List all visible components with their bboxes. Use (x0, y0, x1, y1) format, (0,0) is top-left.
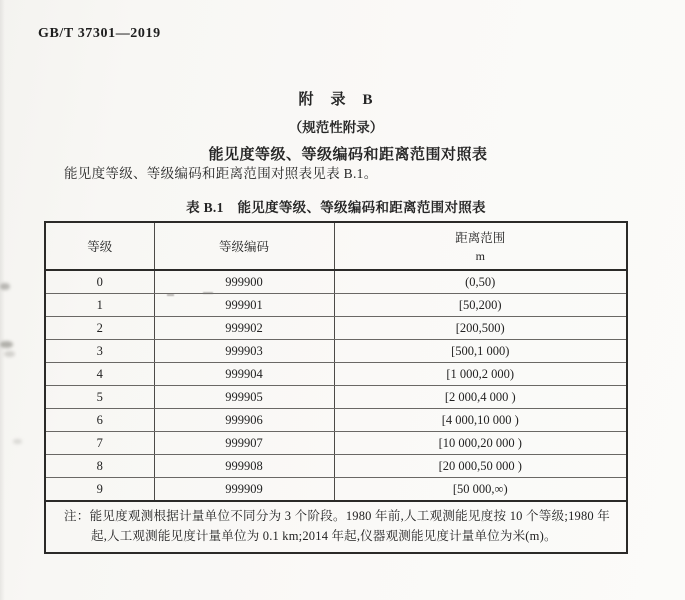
table-body (45, 270, 627, 501)
doc-number: GB/T 37301—2019 (38, 26, 161, 41)
cell-range: [500,1 000) (334, 340, 627, 363)
table-row (45, 363, 627, 386)
cell-code: 999906 (154, 409, 334, 432)
cell-level: 1 (45, 294, 154, 317)
cell-range: [50,200) (334, 294, 627, 317)
cell-code: 999907 (154, 432, 334, 455)
table-row (45, 478, 627, 502)
cell-range: [50 000,∞) (334, 478, 627, 502)
scan-smudge (13, 439, 22, 444)
cell-level: 0 (45, 270, 154, 294)
cell-code: 999909 (154, 478, 334, 502)
cell-range: [200,500) (334, 317, 627, 340)
table-caption: 表 B.1 能见度等级、等级编码和距离范围对照表 (186, 200, 486, 215)
table-note: 注：能见度观测根据计量单位不同分为 3 个阶段。1980 年前,人工观测能见度按 10 个等级;1980 年起,人工观测能见度计量单位为 0.1 km;2014 年起,仪器观测能见度计量单位为米(m)。 (64, 509, 610, 543)
table-row (45, 270, 627, 294)
cell-range: (0,50) (334, 270, 627, 294)
cell-range: [20 000,50 000 ) (334, 455, 627, 478)
cell-level: 9 (45, 478, 154, 502)
header-range-unit: m (475, 249, 485, 263)
appendix-subtitle: （规范性附录） (288, 120, 384, 135)
note-cell (45, 501, 627, 553)
visibility-level-table (44, 221, 628, 554)
cell-code: 999908 (154, 455, 334, 478)
table-row (45, 455, 627, 478)
header-range (334, 222, 627, 270)
cell-range: [1 000,2 000) (334, 363, 627, 386)
cell-range: [2 000,4 000 ) (334, 386, 627, 409)
cell-code: 999902 (154, 317, 334, 340)
table-row (45, 317, 627, 340)
header-range-label: 距离范围 (455, 231, 506, 245)
cell-level: 8 (45, 455, 154, 478)
table-row (45, 386, 627, 409)
appendix-title: 附 录 B (298, 92, 374, 108)
cell-code: 999903 (154, 340, 334, 363)
cell-level: 4 (45, 363, 154, 386)
cell-range: [10 000,20 000 ) (334, 432, 627, 455)
appendix-heading: 能见度等级、等级编码和距离范围对照表 (208, 147, 488, 163)
cell-range: [4 000,10 000 ) (334, 409, 627, 432)
table-header (45, 222, 627, 270)
table-row (45, 409, 627, 432)
cell-code: 999901 (154, 294, 334, 317)
header-code: 等级编码 (154, 222, 334, 270)
cell-code: 999905 (154, 386, 334, 409)
cell-level: 6 (45, 409, 154, 432)
cell-level: 2 (45, 317, 154, 340)
note-row (45, 501, 627, 553)
scan-smudge (4, 351, 15, 357)
cell-level: 3 (45, 340, 154, 363)
appendix-title-block (45, 88, 627, 164)
table-row (45, 432, 627, 455)
cell-code: 999904 (154, 363, 334, 386)
scan-edge-shade (0, 0, 5, 600)
header-level: 等级 (45, 222, 154, 270)
cell-code: 999900 (154, 270, 334, 294)
intro-paragraph: 能见度等级、等级编码和距离范围对照表见表 B.1。 (64, 166, 378, 181)
table-row (45, 340, 627, 363)
cell-level: 5 (45, 386, 154, 409)
cell-level: 7 (45, 432, 154, 455)
table-row (45, 294, 627, 317)
